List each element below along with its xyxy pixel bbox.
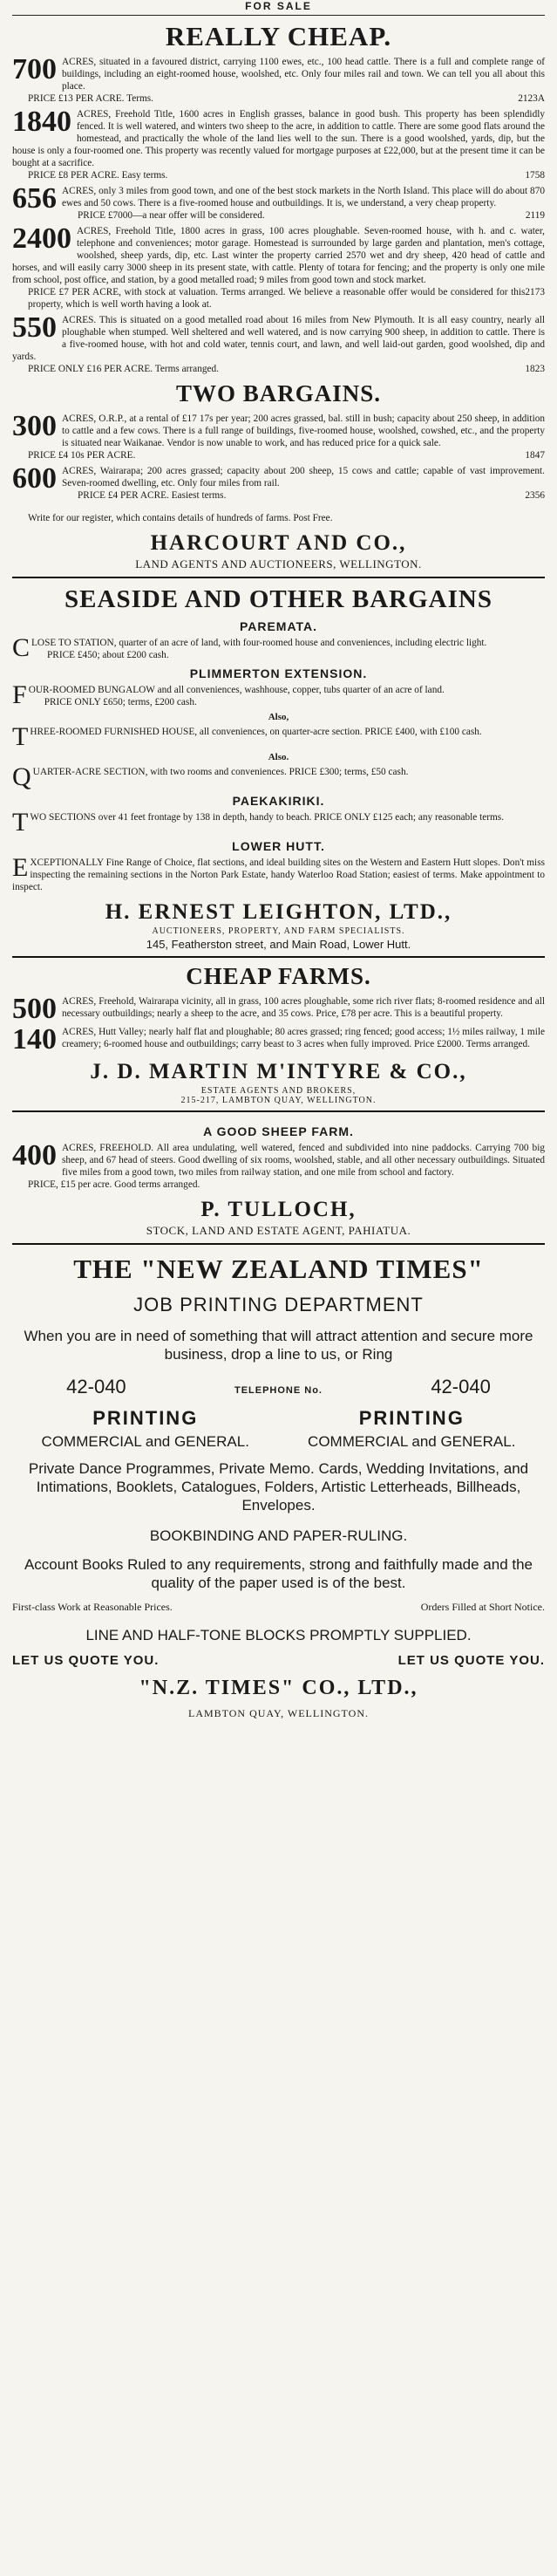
listing-price: PRICE £4 10s PER ACRE. — [28, 450, 136, 461]
plimmerton-listing — [12, 680, 545, 709]
listing-1840 — [12, 108, 545, 181]
listing-text: ACRES, Wairarapa; 200 acres grassed; capacity about 200 sheep, 15 cows and cattle; capable of vast improvement. Seven-roomed dwelling, etc. Only four miles from rail. — [62, 466, 545, 489]
first-class-note: First-class Work at Reasonable Prices. — [12, 1601, 173, 1613]
listing-2400 — [12, 222, 545, 311]
tulloch-agent-name: P. TULLOCH, — [200, 1198, 357, 1221]
listing-acres: 2400 — [12, 222, 71, 255]
drop-cap: T — [12, 808, 29, 837]
listing-price-row — [12, 1179, 545, 1191]
drop-cap: C — [12, 633, 31, 662]
listing-price: PRICE, £15 per acre. Good terms arranged. — [28, 1179, 200, 1190]
furnished-listing — [12, 722, 545, 751]
seaside-heading: SEASIDE AND OTHER BARGAINS — [65, 585, 492, 613]
leighton-agent-name: H. ERNEST LEIGHTON, LTD., — [105, 900, 452, 924]
listing-price-row — [31, 649, 545, 661]
listing-price-row — [12, 449, 545, 461]
listing-text: HREE-ROOMED FURNISHED HOUSE, all conveniences, on quarter-acre section. PRICE £400, with £100 cash. — [30, 727, 482, 737]
intro-text: When you are in need of something that will attract attention and secure more business, drop a line to us, or Ring — [24, 1328, 533, 1363]
telephone-label: TELEPHONE No. — [234, 1385, 323, 1396]
listing-text: ACRES, Freehold, Wairarapa vicinity, all in grass, 100 acres ploughable, some rich river flats; 8-roomed residence and all necessary outbuildings; nearly a sheep to the acre, and 35 cows. Price, £78 per acre. This is a beautiful property. — [62, 996, 545, 1019]
harcourt-agent-line: LAND AGENTS AND AUCTIONEERS, WELLINGTON. — [135, 557, 422, 571]
listing-ref: 1758 — [525, 170, 545, 181]
listing-ref: 2123A — [518, 93, 545, 104]
job-printing-subheading: JOB PRINTING DEPARTMENT — [133, 1294, 424, 1315]
quarter-acre-listing — [12, 762, 545, 791]
listing-price: PRICE £7 PER ACRE, with stock at valuation. Terms arranged. We believe a reasonable offer would be considered for this property, which is well worth having a look at. — [28, 287, 526, 310]
listing-400 — [12, 1139, 545, 1191]
nz-times-company: "N.Z. TIMES" CO., LTD., — [139, 1677, 418, 1699]
nz-times-address: LAMBTON QUAY, WELLINGTON. — [187, 1707, 369, 1719]
listing-price: PRICE ONLY £16 PER ACRE. Terms arranged. — [28, 364, 219, 374]
listing-price-row — [12, 169, 545, 181]
section-divider — [12, 577, 545, 578]
listing-price: PRICE £8 PER ACRE. Easy terms. — [28, 170, 168, 181]
quote-right: LET US QUOTE YOU. — [397, 1653, 545, 1668]
mcintyre-agent-address: 215-217, LAMBTON QUAY, WELLINGTON. — [180, 1096, 377, 1105]
phone-number-right: 42-040 — [431, 1376, 491, 1397]
plimmerton-heading: PLIMMERTON EXTENSION. — [189, 666, 368, 680]
blocks-text: LINE AND HALF-TONE BLOCKS PROMPTLY SUPPLIED. — [85, 1627, 472, 1643]
commercial-right: COMMERCIAL and GENERAL. — [308, 1433, 516, 1450]
quote-left: LET US QUOTE YOU. — [12, 1653, 160, 1668]
listing-price: PRICE £4 PER ACRE. Easiest terms. — [78, 490, 227, 501]
listing-price-row — [62, 489, 545, 502]
listing-ref: 1847 — [525, 450, 545, 461]
listing-text: ACRES, Freehold Title, 1800 acres in grass, 100 acres ploughable. Seven-roomed house, with h. and c. water, telephone and conveniences; motor garage. Homestead is surrounded by large garden and plantation, men's cottage, woolshed, sheep yards, dip, etc. Last winter the property carried 2570 wet and dry sheep, 420 head of cattle and horses, and will easily carry 3000 sheep in its present state, with cattle. Plenty of totara for fencing; and the property is only one mile from school, post office, and station, by a good metalled road; 9 miles from good town and stock market. — [12, 226, 545, 285]
drop-cap: F — [12, 680, 27, 709]
nz-times-heading: THE "NEW ZEALAND TIMES" — [73, 1254, 484, 1284]
listing-600 — [12, 462, 545, 502]
listing-text: ACRES, only 3 miles from good town, and one of the best stock markets in the North Island. This place will do about 870 ewes and 50 cows. There is a five-roomed house and outbuildings. It is, we understand, a very cheap property. — [62, 186, 545, 208]
harcourt-agent-name: HARCOURT AND CO., — [150, 531, 407, 555]
listing-price-row — [29, 696, 545, 708]
listing-acres: 550 — [12, 311, 57, 344]
listing-price-row — [12, 363, 545, 375]
terms-strip — [12, 1601, 545, 1614]
listing-acres: 600 — [12, 462, 57, 495]
listing-300 — [12, 410, 545, 461]
listing-text: XCEPTIONALLY Fine Range of Choice, flat sections, and ideal building sites on the Western and Eastern Hutt slopes. Don't miss inspecting the remaining sections in the Norton Park Estate, handy Waterloo Road Station; easiest of terms. Make appointment to inspect. — [12, 858, 545, 892]
listing-550 — [12, 311, 545, 375]
drop-cap: T — [12, 722, 29, 751]
listing-ref: 2119 — [525, 210, 545, 221]
listing-price-row — [12, 92, 545, 105]
for-sale-header: FOR SALE — [12, 0, 545, 16]
bookbinding-heading: BOOKBINDING AND PAPER-RULING. — [149, 1527, 408, 1544]
listing-ref: 2356 — [525, 490, 545, 501]
tulloch-agent-line: STOCK, LAND AND ESTATE AGENT, PAHIATUA. — [146, 1224, 411, 1237]
listing-acres: 500 — [12, 993, 57, 1025]
listing-acres: 140 — [12, 1023, 57, 1056]
listing-price: PRICE £450; about £200 cash. — [47, 650, 169, 660]
account-books-text: Account Books Ruled to any requirements, strong and faithfully made and the quality of the paper used is of the best. — [24, 1556, 533, 1591]
commercial-row — [12, 1433, 545, 1451]
paekakiriki-listing — [12, 808, 545, 837]
listing-acres: 300 — [12, 410, 57, 442]
listing-text: WO SECTIONS over 41 feet frontage by 138 in depth, handy to beach. PRICE ONLY £125 each; any reasonable terms. — [30, 812, 505, 823]
also-label: Also, — [268, 712, 289, 722]
section-divider — [12, 1243, 545, 1245]
listing-acres: 400 — [12, 1139, 57, 1172]
listing-500 — [12, 993, 545, 1025]
sheep-farm-heading: A GOOD SHEEP FARM. — [203, 1124, 354, 1138]
listing-text: ACRES, Freehold Title, 1600 acres in English grasses, balance in good bush. This property has been splendidly fenced. It is well watered, and winters two sheep to the acre, in addition to cattle. There are some good flats around the homestead, and practically the whole of the land lies well to the sun. There is a good woolshed, yards, dip, but the house is only a four-roomed one. This property was recently valued for mortgage purposes at £22,000, but at the present time it can be bought at a sacrifice. — [12, 109, 545, 168]
printing-right: PRINTING — [358, 1407, 465, 1429]
really-cheap-heading: REALLY CHEAP. — [165, 21, 392, 51]
lower-hutt-heading: LOWER HUTT. — [232, 839, 325, 853]
leighton-agent-address: 145, Featherston street, and Main Road, Lower Hutt. — [146, 938, 411, 951]
listing-700 — [12, 53, 545, 105]
telephone-row — [12, 1376, 545, 1398]
listing-text: ACRES, O.R.P., at a rental of £17 17s per year; 200 acres grassed, bal. still in bush; capacity about 250 sheep, in addition to cattle and a few cows. There is a full range of buildings, five-roomed house, woolshed, cowshed, etc., and the property is situated near Waikanae. Vendor is now unable to work, and has reduced price for a quick sale. — [62, 413, 545, 448]
listing-price: PRICE £13 PER ACRE. Terms. — [28, 93, 153, 104]
printing-left: PRINTING — [92, 1407, 199, 1429]
paekakiriki-heading: PAEKAKIRIKI. — [232, 794, 325, 808]
listing-text: UARTER-ACRE SECTION, with two rooms and conveniences. PRICE £300; terms, £50 cash. — [32, 767, 409, 777]
cheap-farms-heading: CHEAP FARMS. — [186, 963, 371, 989]
listing-text: ACRES. This is situated on a good metalled road about 16 miles from New Plymouth. It is all easy country, nearly all ploughable when stumped. Well sheltered and well watered, and is now carrying 900 sheep, in addition to cattle. There is a five-roomed house, with hot and cold water, tennis court, and lawn, and well laid-out garden, good woolshed, dip and yards. — [12, 315, 545, 362]
two-bargains-heading: TWO BARGAINS. — [175, 380, 382, 407]
register-note: Write for our register, which contains details of hundreds of farms. Post Free. — [28, 513, 333, 523]
phone-number-left: 42-040 — [66, 1376, 126, 1397]
listing-price-row — [62, 209, 545, 222]
listing-price: PRICE £7000—a near offer will be considered. — [78, 210, 265, 221]
listing-price-row — [12, 286, 545, 311]
listing-price: PRICE ONLY £650; terms, £200 cash. — [44, 697, 197, 707]
listing-text: ACRES, FREEHOLD. All area undulating, well watered, fenced and subdivided into nine paddocks. Carrying 700 big sheep, and 67 head of steers. Good dwelling of six rooms, woolshed, stable, and all other necessary outbuildings. Situated five miles from a good town, two miles from railway station, and one mile from school and factory. — [62, 1143, 545, 1178]
listing-acres: 700 — [12, 53, 57, 85]
drop-cap: E — [12, 853, 29, 882]
quote-row — [12, 1653, 545, 1668]
mcintyre-agent-name: J. D. MARTIN M'INTYRE & CO., — [90, 1060, 467, 1083]
section-divider — [12, 956, 545, 958]
leighton-agent-line: AUCTIONEERS, PROPERTY, AND FARM SPECIALISTS. — [152, 926, 405, 936]
paremata-listing — [12, 633, 545, 662]
listing-text: ACRES, Hutt Valley; nearly half flat and ploughable; 80 acres grassed; ring fenced; good access; 1½ miles railway, 1 mile creamery; 6-roomed house and outbuildings; carry beast to 3 acres when fully improved. Price £2000. Terms arranged. — [62, 1027, 545, 1049]
services-text: Private Dance Programmes, Private Memo. Cards, Wedding Invitations, and Intimations, Booklets, Catalogues, Folders, Artistic Letterheads, Billheads, Envelopes. — [28, 1460, 529, 1513]
listing-140 — [12, 1023, 545, 1056]
orders-note: Orders Filled at Short Notice. — [420, 1601, 545, 1613]
printing-row — [12, 1407, 545, 1430]
lower-hutt-listing — [12, 853, 545, 893]
listing-text: ACRES, situated in a favoured district, carrying 1100 ewes, etc., 100 head cattle. There is a full and complete range of buildings, including an eight-roomed house, woolshed, etc. Only four miles rail and town. We can tell you all about this place. — [62, 57, 545, 92]
listing-ref: 1823 — [525, 364, 545, 374]
drop-cap: Q — [12, 762, 31, 791]
listing-text: OUR-ROOMED BUNGALOW and all conveniences, washhouse, copper, tubs quarter of an acre of land. — [28, 685, 445, 695]
section-divider — [12, 1110, 545, 1112]
listing-acres: 656 — [12, 182, 57, 215]
listing-acres: 1840 — [12, 106, 71, 138]
paremata-heading: PAREMATA. — [239, 619, 318, 633]
listing-text: LOSE TO STATION, quarter of an acre of land, with four-roomed house and conveniences, including electric light. — [31, 638, 487, 648]
commercial-left: COMMERCIAL and GENERAL. — [41, 1433, 249, 1450]
listing-ref: 2173 — [525, 287, 545, 297]
also-label: Also. — [268, 752, 289, 762]
listing-656 — [12, 182, 545, 222]
mcintyre-agent-line: ESTATE AGENTS AND BROKERS, — [200, 1086, 357, 1096]
